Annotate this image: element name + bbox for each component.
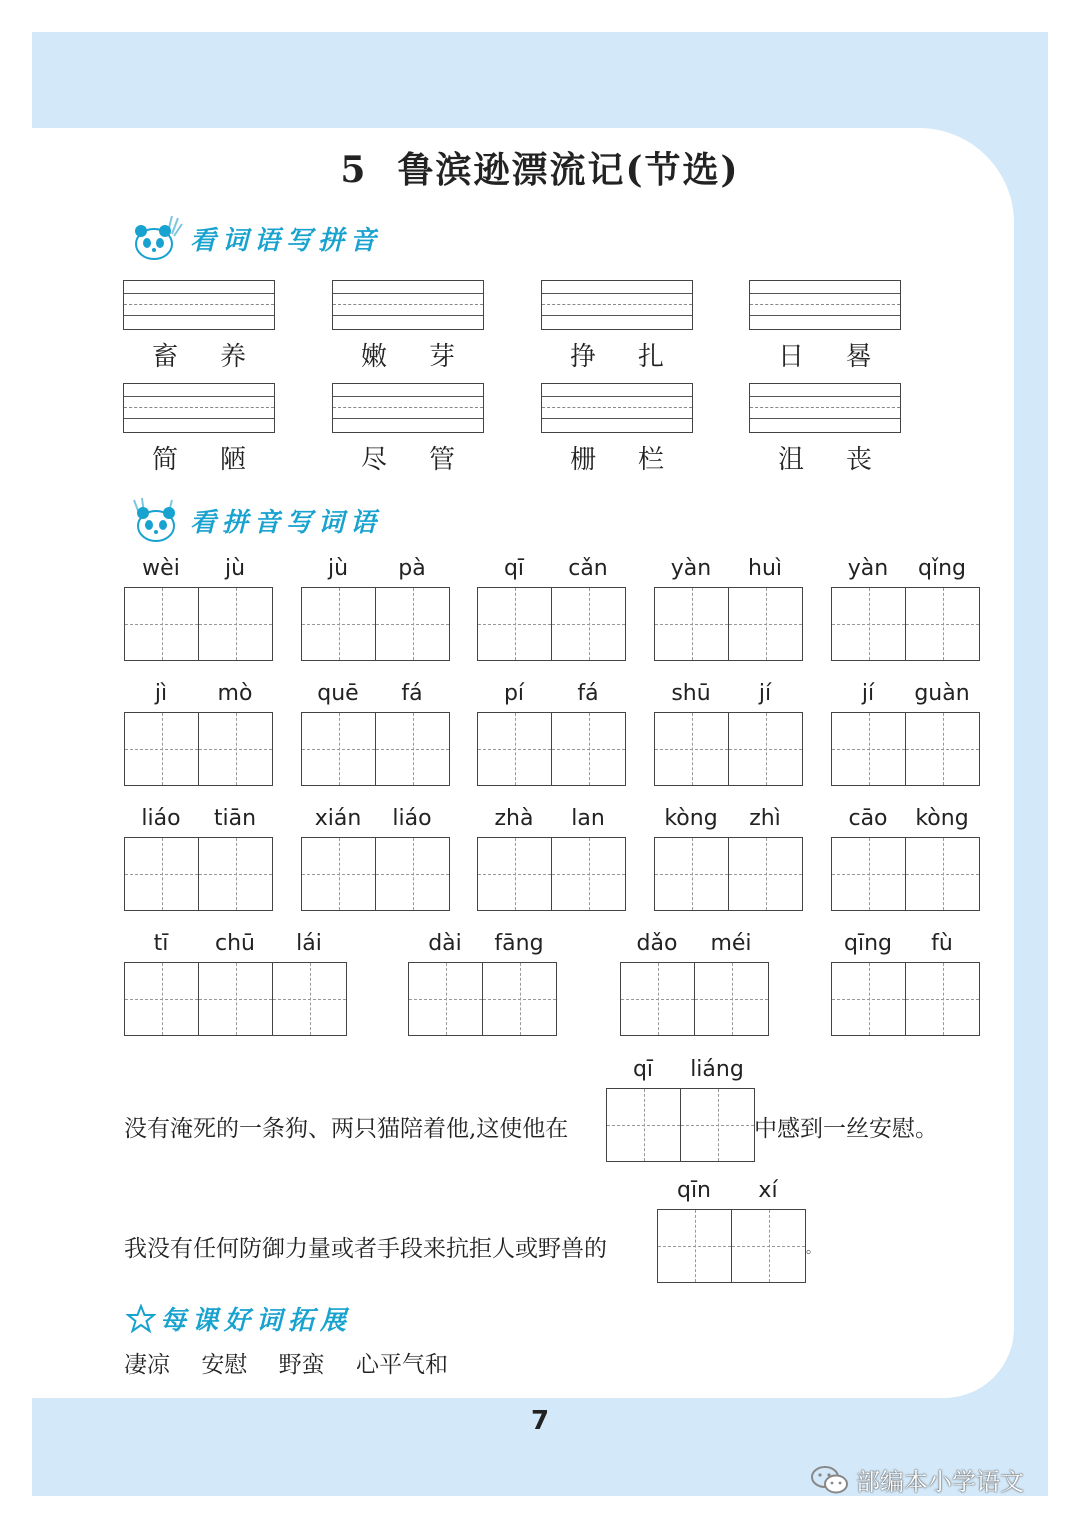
writing-cell[interactable]	[478, 713, 552, 785]
word-characters	[123, 336, 275, 373]
sentence-answer-grid	[657, 1175, 806, 1283]
character-grid	[831, 587, 980, 661]
sentence-text-before: 没有淹死的一条狗、两只猫陪着他,这使他在	[124, 1116, 569, 1142]
pinyin-writing-lines[interactable]	[541, 383, 693, 433]
pinyin-label: yàn	[670, 556, 712, 581]
writing-cell[interactable]	[199, 588, 272, 660]
pinyin-label: fá	[401, 681, 423, 706]
word-characters	[541, 439, 693, 476]
writing-cell[interactable]	[483, 963, 556, 1035]
lesson-title	[0, 142, 1080, 193]
pinyin-word-item	[831, 928, 980, 1036]
pinyin-label: fù	[931, 931, 953, 956]
pinyin-label: jì	[154, 681, 168, 706]
pinyin-word-item	[831, 803, 980, 911]
word-character: 陋	[219, 445, 246, 475]
pinyin-label: dǎo	[636, 931, 678, 956]
writing-cell[interactable]	[478, 838, 552, 910]
word-characters	[332, 336, 484, 373]
writing-cell[interactable]	[552, 713, 625, 785]
pinyin-label: kòng	[915, 806, 969, 831]
pinyin-label: qī	[503, 556, 525, 581]
writing-cell[interactable]	[478, 588, 552, 660]
pinyin-word-item	[124, 553, 273, 661]
writing-cell[interactable]	[199, 713, 272, 785]
star-icon	[126, 1304, 156, 1334]
pinyin-word-item	[301, 803, 450, 911]
word-characters	[749, 439, 901, 476]
writing-cell[interactable]	[695, 963, 768, 1035]
word-pinyin-box	[123, 383, 275, 476]
character-grid	[831, 962, 980, 1036]
word-character: 沮	[777, 445, 804, 475]
pinyin-label: zhì	[749, 806, 781, 831]
pinyin-label: liáng	[690, 1057, 744, 1082]
pinyin-label: qī	[632, 1057, 654, 1082]
pinyin-label: liáo	[392, 806, 432, 831]
writing-cell[interactable]	[832, 963, 906, 1035]
extension-word: 野蛮	[278, 1352, 325, 1378]
pinyin-word-item	[477, 803, 626, 911]
pinyin-label: zhà	[494, 806, 534, 831]
pinyin-label: huì	[748, 556, 782, 581]
writing-cell[interactable]	[607, 1089, 681, 1161]
writing-cell[interactable]	[376, 838, 449, 910]
pinyin-word-item	[654, 803, 803, 911]
word-character: 扎	[637, 342, 664, 372]
character-grid	[301, 837, 450, 911]
pinyin-label: chū	[215, 931, 255, 956]
pinyin-label: tī	[153, 931, 169, 956]
pinyin-label: kòng	[664, 806, 718, 831]
pinyin-label: xián	[314, 806, 362, 831]
pinyin-word-item	[124, 928, 347, 1036]
section-title: 每课好词拓展	[160, 1306, 353, 1336]
section-title: 看拼音写词语	[190, 507, 383, 538]
character-grid	[124, 712, 273, 786]
pinyin-label: tiān	[213, 806, 257, 831]
pinyin-label: lan	[571, 806, 605, 831]
writing-cell[interactable]	[376, 713, 449, 785]
pinyin-word-item	[654, 553, 803, 661]
word-character: 日	[777, 342, 804, 372]
word-character: 管	[428, 445, 455, 475]
lesson-number: 5	[340, 149, 368, 191]
sentence-text-before: 我没有任何防御力量或者手段来抗拒人或野兽的	[124, 1236, 607, 1262]
character-grid	[124, 587, 273, 661]
character-grid	[301, 587, 450, 661]
character-grid	[654, 837, 803, 911]
character-grid	[654, 587, 803, 661]
panda-icon	[128, 212, 186, 264]
writing-cell[interactable]	[732, 1210, 805, 1282]
word-pinyin-box	[332, 383, 484, 476]
section-header-good-words	[126, 1300, 352, 1337]
section-header-look-words	[128, 212, 382, 264]
writing-cell[interactable]	[552, 838, 625, 910]
character-grid	[654, 712, 803, 786]
word-pinyin-box	[749, 280, 901, 373]
pinyin-word-item	[124, 678, 273, 786]
pinyin-label: fá	[577, 681, 599, 706]
writing-cell[interactable]	[302, 713, 376, 785]
writing-cell[interactable]	[655, 713, 729, 785]
sentence-text-after: 。	[806, 1241, 820, 1257]
pinyin-label: cǎn	[568, 556, 608, 581]
writing-cell[interactable]	[906, 838, 979, 910]
pinyin-writing-lines[interactable]	[749, 383, 901, 433]
word-character: 嫩	[360, 342, 387, 372]
writing-cell[interactable]	[906, 713, 979, 785]
word-character: 栅	[569, 445, 596, 475]
writing-cell[interactable]	[552, 588, 625, 660]
extension-word: 凄凉	[124, 1352, 170, 1378]
writing-cell[interactable]	[125, 963, 199, 1035]
word-character: 挣	[569, 342, 596, 372]
word-pinyin-box	[541, 383, 693, 476]
word-character: 丧	[845, 445, 872, 475]
character-grid	[606, 1088, 755, 1162]
character-grid	[657, 1209, 806, 1283]
pinyin-label: pí	[503, 681, 525, 706]
sentence-text-after: 中感到一丝安慰。	[754, 1116, 938, 1142]
character-grid	[831, 712, 980, 786]
writing-cell[interactable]	[681, 1089, 754, 1161]
pinyin-label: méi	[710, 931, 752, 956]
writing-cell[interactable]	[729, 713, 802, 785]
page-number: 7	[530, 1406, 550, 1436]
character-grid	[477, 712, 626, 786]
writing-cell[interactable]	[655, 838, 729, 910]
word-character: 畜	[151, 342, 178, 372]
word-character: 栏	[637, 445, 664, 475]
panda-icon	[128, 494, 186, 546]
writing-cell[interactable]	[658, 1210, 732, 1282]
pinyin-label: qīng	[844, 931, 892, 956]
writing-cell[interactable]	[832, 713, 906, 785]
pinyin-word-item	[124, 803, 273, 911]
word-pinyin-box	[749, 383, 901, 476]
section-title: 看词语写拼音	[190, 225, 383, 256]
writing-cell[interactable]	[273, 963, 346, 1035]
character-grid	[620, 962, 769, 1036]
word-pinyin-box	[123, 280, 275, 373]
writing-cell[interactable]	[729, 588, 802, 660]
extension-word-list	[124, 1346, 462, 1379]
word-characters	[749, 336, 901, 373]
pinyin-label: jù	[224, 556, 246, 581]
pinyin-writing-lines[interactable]	[123, 280, 275, 330]
pinyin-label: dài	[428, 931, 462, 956]
sentence-answer-grid	[606, 1054, 755, 1162]
pinyin-label: cāo	[848, 806, 888, 831]
writing-cell[interactable]	[655, 588, 729, 660]
word-character: 简	[151, 445, 178, 475]
character-grid	[408, 962, 557, 1036]
section-header-look-pinyin	[128, 494, 382, 546]
pinyin-writing-lines[interactable]	[749, 280, 901, 330]
pinyin-label: qǐng	[918, 556, 966, 581]
word-character: 芽	[428, 342, 455, 372]
lesson-title-text: 鲁滨逊漂流记(节选)	[397, 149, 740, 191]
writing-cell[interactable]	[125, 713, 199, 785]
watermark-text: 部编本小学语文	[856, 1468, 1024, 1496]
pinyin-label: mò	[217, 681, 253, 706]
writing-cell[interactable]	[302, 588, 376, 660]
pinyin-label: fāng	[494, 931, 544, 956]
pinyin-label: shū	[671, 681, 711, 706]
extension-word: 心平气和	[355, 1352, 448, 1378]
pinyin-label: xí	[758, 1178, 778, 1203]
pinyin-word-item	[301, 678, 450, 786]
word-characters	[123, 439, 275, 476]
word-character: 尽	[360, 445, 387, 475]
pinyin-label: lái	[296, 931, 322, 956]
pinyin-writing-lines[interactable]	[332, 383, 484, 433]
pinyin-writing-lines[interactable]	[332, 280, 484, 330]
pinyin-label: qīn	[676, 1178, 712, 1203]
writing-cell[interactable]	[376, 588, 449, 660]
pinyin-label: jí	[861, 681, 875, 706]
writing-cell[interactable]	[906, 963, 979, 1035]
word-character: 晷	[845, 342, 872, 372]
word-pinyin-box	[332, 280, 484, 373]
writing-cell[interactable]	[199, 963, 273, 1035]
writing-cell[interactable]	[729, 838, 802, 910]
pinyin-writing-lines[interactable]	[123, 383, 275, 433]
pinyin-word-item	[408, 928, 557, 1036]
character-grid	[301, 712, 450, 786]
wechat-icon	[810, 1464, 850, 1496]
writing-cell[interactable]	[125, 588, 199, 660]
word-characters	[332, 439, 484, 476]
pinyin-word-item	[654, 678, 803, 786]
character-grid	[831, 837, 980, 911]
pinyin-label: wèi	[142, 556, 180, 581]
pinyin-label: liáo	[141, 806, 181, 831]
character-grid	[477, 837, 626, 911]
pinyin-word-item	[477, 678, 626, 786]
writing-cell[interactable]	[906, 588, 979, 660]
pinyin-word-item	[620, 928, 769, 1036]
pinyin-word-item	[831, 553, 980, 661]
writing-cell[interactable]	[832, 838, 906, 910]
writing-cell[interactable]	[832, 588, 906, 660]
writing-cell[interactable]	[409, 963, 483, 1035]
extension-word: 安慰	[201, 1352, 248, 1378]
character-grid	[124, 837, 273, 911]
writing-cell[interactable]	[199, 838, 272, 910]
pinyin-word-item	[301, 553, 450, 661]
pinyin-word-item	[477, 553, 626, 661]
pinyin-label: yàn	[847, 556, 889, 581]
pinyin-label: guàn	[914, 681, 970, 706]
character-grid	[124, 962, 347, 1036]
writing-cell[interactable]	[302, 838, 376, 910]
writing-cell[interactable]	[621, 963, 695, 1035]
pinyin-label: quē	[317, 681, 359, 706]
pinyin-writing-lines[interactable]	[541, 280, 693, 330]
character-grid	[477, 587, 626, 661]
word-pinyin-box	[541, 280, 693, 373]
pinyin-label: pà	[398, 556, 426, 581]
word-characters	[541, 336, 693, 373]
pinyin-word-item	[831, 678, 980, 786]
writing-cell[interactable]	[125, 838, 199, 910]
word-character: 养	[219, 342, 246, 372]
watermark	[810, 1462, 1024, 1497]
pinyin-label: jù	[327, 556, 349, 581]
pinyin-label: jí	[758, 681, 772, 706]
